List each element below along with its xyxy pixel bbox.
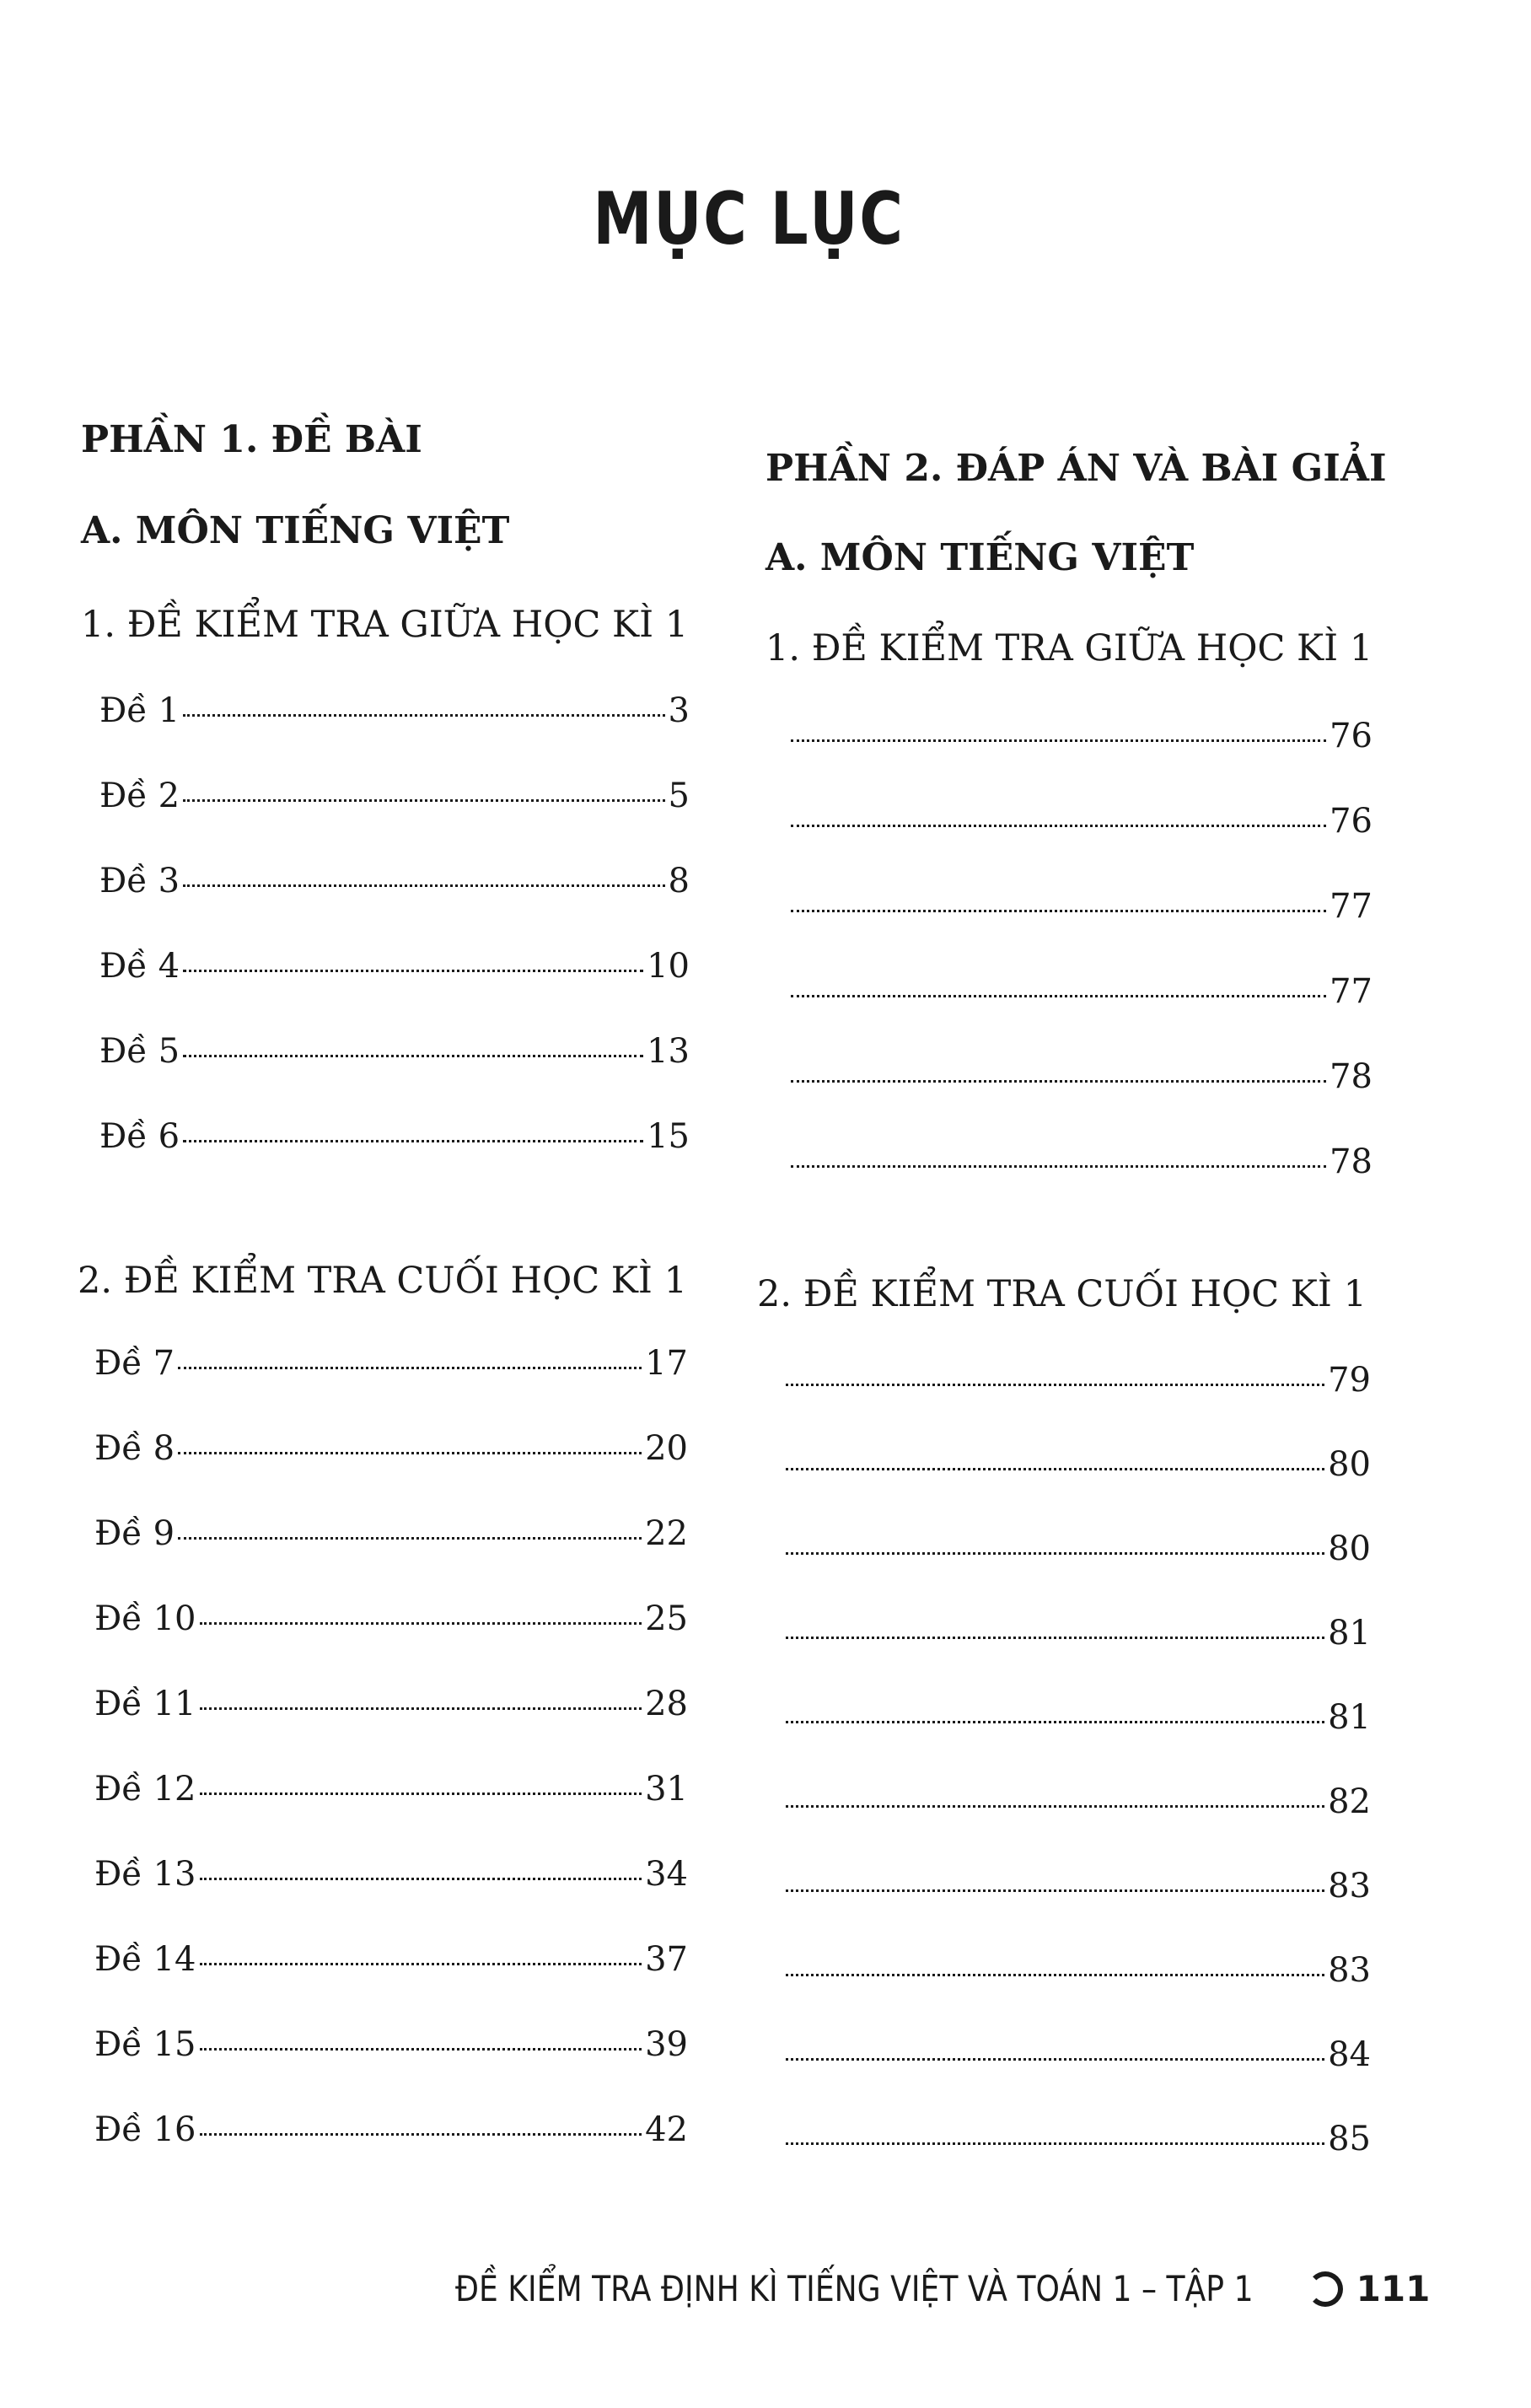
toc-entry-page: 77 <box>1330 887 1373 926</box>
dot-leader <box>178 1537 642 1540</box>
dot-leader <box>786 1552 1324 1555</box>
dot-leader <box>786 1468 1324 1470</box>
toc-entry <box>782 1614 1371 1664</box>
dot-leader <box>791 1080 1326 1083</box>
toc-entry <box>782 1951 1371 2002</box>
toc-entry-label: Đề 4 <box>99 947 180 986</box>
toc-entry-page: 85 <box>1328 2120 1371 2158</box>
toc-entry <box>782 1445 1371 1496</box>
toc-entry-page: 84 <box>1328 2035 1371 2074</box>
toc-entry-page: 10 <box>647 947 690 986</box>
toc-entry <box>787 802 1373 852</box>
toc-entry-page: 78 <box>1330 1142 1373 1181</box>
toc-entry-label: Đề 7 <box>94 1344 175 1383</box>
dot-leader <box>200 1622 642 1625</box>
toc-entry-page: 76 <box>1330 802 1373 841</box>
toc-entry-label: Đề 3 <box>99 862 180 900</box>
dot-leader <box>200 1793 642 1795</box>
toc-entry-label: Đề 16 <box>94 2110 196 2149</box>
toc-entry-page: 20 <box>645 1429 688 1468</box>
toc-entry-label: Đề 1 <box>99 691 180 730</box>
toc-entry-page: 77 <box>1330 972 1373 1011</box>
dot-leader <box>786 1974 1324 1976</box>
toc-entry <box>787 887 1373 938</box>
toc-entry <box>782 2035 1371 2086</box>
right-section1-title: 1. ĐỀ KIỂM TRA GIỮA HỌC KÌ 1 <box>766 627 1373 669</box>
dot-leader <box>178 1452 642 1454</box>
dot-leader <box>178 1367 642 1369</box>
toc-entry <box>782 1867 1371 1917</box>
toc-entry <box>94 1599 688 1650</box>
left-section2-title: 2. ĐỀ KIỂM TRA CUỐI HỌC KÌ 1 <box>78 1260 687 1302</box>
toc-entry <box>99 777 690 827</box>
toc-entry-page: 83 <box>1328 1951 1371 1990</box>
toc-entry <box>94 1940 688 1991</box>
toc-entry <box>782 1361 1371 1411</box>
toc-entry-page: 37 <box>645 1940 688 1979</box>
dot-leader <box>791 995 1326 997</box>
dot-leader <box>791 825 1326 827</box>
part2-title: PHẦN 2. ĐÁP ÁN VÀ BÀI GIẢI <box>766 447 1387 490</box>
dot-leader <box>791 739 1326 742</box>
toc-entry <box>99 1117 690 1168</box>
dot-leader <box>786 1889 1324 1892</box>
dot-leader <box>786 1721 1324 1723</box>
toc-entry <box>782 2120 1371 2170</box>
toc-entry <box>94 1514 688 1565</box>
toc-entry <box>782 1529 1371 1580</box>
toc-entry-label: Đề 8 <box>94 1429 175 1468</box>
toc-entry-label: Đề 5 <box>99 1032 180 1071</box>
toc-entry <box>94 1855 688 1905</box>
dot-leader <box>786 1384 1324 1386</box>
toc-entry-page: 5 <box>668 777 690 815</box>
toc-entry-page: 81 <box>1328 1698 1371 1737</box>
right-section2-title: 2. ĐỀ KIỂM TRA CUỐI HỌC KÌ 1 <box>757 1273 1367 1315</box>
toc-entry <box>99 691 690 742</box>
toc-entry <box>782 1782 1371 1833</box>
toc-entry-page: 3 <box>668 691 690 730</box>
toc-entry <box>94 1344 688 1395</box>
dot-leader <box>200 2048 642 2051</box>
toc-entry-label: Đề 13 <box>94 1855 196 1894</box>
dot-leader <box>200 1878 642 1880</box>
toc-entry-label: Đề 2 <box>99 777 180 815</box>
dot-leader <box>183 799 664 802</box>
dot-leader <box>200 1707 642 1710</box>
dot-leader <box>200 2133 642 2136</box>
dot-leader <box>183 884 664 887</box>
toc-entry-page: 82 <box>1328 1782 1371 1821</box>
toc-entry-page: 80 <box>1328 1529 1371 1568</box>
toc-entry <box>99 947 690 997</box>
toc-entry-label: Đề 9 <box>94 1514 175 1553</box>
toc-entry-label: Đề 6 <box>99 1117 180 1156</box>
toc-entry-page: 17 <box>645 1344 688 1383</box>
toc-entry <box>782 1698 1371 1749</box>
toc-entry <box>787 1057 1373 1108</box>
toc-entry-page: 15 <box>647 1117 690 1156</box>
footer-page-number: 111 <box>1356 2268 1431 2309</box>
toc-entry-page: 28 <box>645 1685 688 1723</box>
dot-leader <box>183 970 643 972</box>
toc-entry-page: 22 <box>645 1514 688 1553</box>
toc-entry <box>94 1685 688 1735</box>
part1-title: PHẦN 1. ĐỀ BÀI <box>81 418 422 461</box>
toc-entry-page: 39 <box>645 2025 688 2064</box>
dot-leader <box>786 1637 1324 1639</box>
toc-entry-page: 81 <box>1328 1614 1371 1653</box>
page-title: MỤC LỤC <box>593 177 905 261</box>
toc-entry-page: 31 <box>645 1770 688 1809</box>
toc-entry-page: 80 <box>1328 1445 1371 1484</box>
toc-entry-label: Đề 10 <box>94 1599 196 1638</box>
dot-leader <box>791 910 1326 912</box>
toc-entry <box>99 1032 690 1083</box>
dot-leader <box>786 2142 1324 2145</box>
dot-leader <box>791 1165 1326 1168</box>
toc-entry-page: 76 <box>1330 717 1373 755</box>
left-section1-title: 1. ĐỀ KIỂM TRA GIỮA HỌC KÌ 1 <box>81 604 689 646</box>
toc-entry-page: 25 <box>645 1599 688 1638</box>
toc-entry <box>787 717 1373 767</box>
right-subject-heading: A. MÔN TIẾNG VIỆT <box>766 536 1195 579</box>
dot-leader <box>183 714 664 717</box>
toc-entry-label: Đề 12 <box>94 1770 196 1809</box>
toc-entry <box>787 972 1373 1023</box>
toc-entry-page: 78 <box>1330 1057 1373 1096</box>
toc-entry <box>94 2025 688 2076</box>
toc-entry-page: 13 <box>647 1032 690 1071</box>
toc-entry-page: 34 <box>645 1855 688 1894</box>
toc-entry <box>94 2110 688 2161</box>
dot-leader <box>183 1140 643 1142</box>
toc-entry <box>94 1429 688 1480</box>
toc-entry-label: Đề 14 <box>94 1940 196 1979</box>
page-footer <box>455 2268 1430 2309</box>
toc-entry <box>99 862 690 912</box>
footer-book-title: ĐỀ KIỂM TRA ĐỊNH KÌ TIẾNG VIỆT VÀ TOÁN 1 – TẬP 1 <box>455 2268 1254 2309</box>
toc-entry-label: Đề 15 <box>94 2025 196 2064</box>
toc-entry <box>94 1770 688 1820</box>
toc-entry <box>787 1142 1373 1193</box>
toc-entry-page: 42 <box>645 2110 688 2149</box>
dot-leader <box>786 2058 1324 2061</box>
dot-leader <box>786 1805 1324 1808</box>
dot-leader <box>183 1055 643 1057</box>
toc-entry-page: 8 <box>668 862 690 900</box>
left-subject-heading: A. MÔN TIẾNG VIỆT <box>81 509 510 552</box>
toc-entry-page: 79 <box>1328 1361 1371 1400</box>
toc-entry-label: Đề 11 <box>94 1685 196 1723</box>
dot-leader <box>200 1963 642 1965</box>
toc-entry-page: 83 <box>1328 1867 1371 1905</box>
arrow-circle-icon <box>1308 2271 1343 2307</box>
